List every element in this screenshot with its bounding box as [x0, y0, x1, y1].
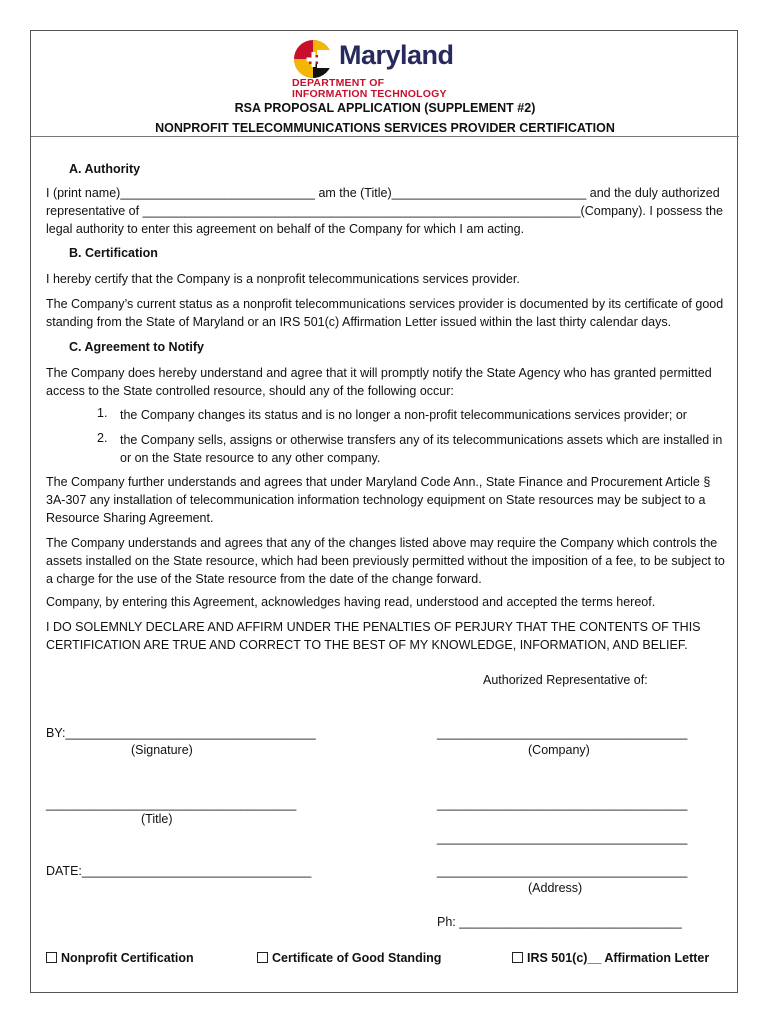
- good-standing-checkbox-label: Certificate of Good Standing: [272, 951, 442, 965]
- list-item-2-number: 2.: [97, 431, 108, 445]
- irs-checkbox-label: IRS 501(c)__ Affirmation Letter: [527, 951, 710, 965]
- document-page: [30, 30, 738, 993]
- authority-line3: legal authority to enter this agreement on behalf of the Company for which I am acting.: [46, 222, 525, 236]
- authority-line2: representative of _______________________________________________________________(Company). I possess the: [46, 204, 723, 218]
- maryland-flag-icon: [293, 39, 337, 79]
- irs-checkbox-item[interactable]: [512, 949, 709, 967]
- section-c-heading: C. Agreement to Notify: [69, 340, 204, 354]
- notify-para2: The Company further understands and agrees that under Maryland Code Ann., State Finance and Procurement Article § 3A-307 any installation of telecommunication information technology equipment on State resources may be subject to a Resource Sharing Agreement.: [46, 475, 711, 525]
- notify-para4: Company, by entering this Agreement, acknowledges having read, understood and accepted the terms hereof.: [46, 595, 656, 609]
- authority-line1: I (print name)____________________________ am the (Title)____________________________ and the duly authorized: [46, 186, 720, 200]
- company-line-2[interactable]: ____________________________________: [437, 797, 688, 811]
- list-item-1: the Company changes its status and is no longer a non-profit telecommunications services provider; or: [120, 408, 687, 422]
- section-a-heading: A. Authority: [69, 162, 141, 176]
- certification-para2: The Company’s current status as a nonprofit telecommunications services provider is documented by its certificate of good standing from the State of Maryland or an IRS 501(c) Affirmation Letter issued within the last thirty calendar days.: [46, 297, 724, 329]
- good-standing-checkbox-item[interactable]: [257, 949, 441, 967]
- title-label: (Title): [141, 812, 173, 826]
- document-title-line2: NONPROFIT TELECOMMUNICATIONS SERVICES PROVIDER CERTIFICATION: [155, 121, 615, 135]
- notify-para3: The Company understands and agrees that any of the changes listed above may require the Company which controls the assets installed on the State resource, which had been previously permitted without the imposition of a fee, to be subject to a charge for the use of the State resource from the date of the change forward.: [46, 536, 725, 586]
- nonprofit-checkbox-item[interactable]: [46, 949, 194, 967]
- logo-brand: Maryland: [339, 40, 454, 70]
- notify-para1: The Company does hereby understand and agree that it will promptly notify the State Agency who has granted permitted access to the State controlled resource, should any of the following occur:: [46, 366, 712, 398]
- checkbox-icon[interactable]: [257, 952, 268, 963]
- company-line[interactable]: ____________________________________: [437, 726, 688, 740]
- list-item-1-number: 1.: [97, 406, 108, 420]
- title-line[interactable]: ____________________________________: [46, 797, 297, 811]
- authorized-rep-label: Authorized Representative of:: [483, 673, 648, 687]
- logo-dept-line1: DEPARTMENT OF: [292, 77, 385, 89]
- nonprofit-checkbox-label: Nonprofit Certification: [61, 951, 194, 965]
- certification-para1: I hereby certify that the Company is a nonprofit telecommunications services provider.: [46, 272, 520, 286]
- title-divider: [31, 136, 739, 137]
- checkbox-icon[interactable]: [512, 952, 523, 963]
- address-line-1[interactable]: ____________________________________: [437, 831, 688, 845]
- company-label: (Company): [528, 743, 590, 757]
- phone-line[interactable]: Ph: ________________________________: [437, 915, 682, 929]
- list-item-2: the Company sells, assigns or otherwise transfers any of its telecommunications assets which are installed in or on the State resource to any other company.: [120, 433, 723, 465]
- logo-dept-line2: INFORMATION TECHNOLOGY: [292, 88, 447, 100]
- signature-line[interactable]: BY:____________________________________: [46, 726, 316, 740]
- perjury-declaration: I DO SOLEMNLY DECLARE AND AFFIRM UNDER THE PENALTIES OF PERJURY THAT THE CONTENTS OF THIS CERTIFICATION ARE TRUE AND CORRECT TO THE BEST OF MY KNOWLEDGE, INFORMATION, AND BELIEF.: [46, 620, 701, 652]
- date-line[interactable]: DATE:_________________________________: [46, 864, 312, 878]
- address-line-2[interactable]: ____________________________________: [437, 864, 688, 878]
- document-title-line1: RSA PROPOSAL APPLICATION (SUPPLEMENT #2): [234, 101, 536, 115]
- section-b-heading: B. Certification: [69, 246, 158, 260]
- address-label: (Address): [528, 881, 583, 895]
- maryland-doit-logo: [291, 37, 491, 99]
- checkbox-icon[interactable]: [46, 952, 57, 963]
- signature-label: (Signature): [131, 743, 193, 757]
